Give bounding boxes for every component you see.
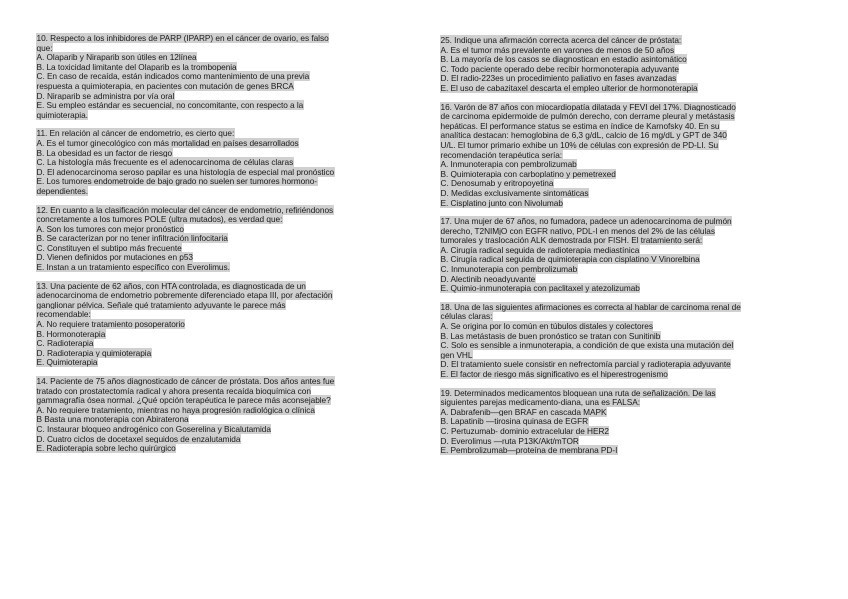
- highlighted-text: E. El factor de riesgo más significativo es el hiperestrogenismo: [440, 369, 668, 379]
- highlighted-text: D. El adenocarcinoma seroso papilar es una histología de especial mal pronóstico: [36, 166, 335, 177]
- highlighted-text: C. Instaurar bloqueo androgénico con Goserelina y Bicalutamida: [36, 423, 271, 434]
- highlighted-text: ganglionar pélvica. Señale qué tratamiento adyuvante le parece más: [36, 299, 286, 310]
- highlighted-text: 13. Una paciente de 62 años, con HTA controlada, es diagnosticada de un: [36, 280, 306, 291]
- question-line: [440, 284, 812, 294]
- highlighted-text: C. La histología más frecuente es el adenocarcinoma de células claras: [36, 157, 294, 168]
- highlighted-text: E. Su empleo estándar es secuencial, no concomitante, con respecto a la: [36, 100, 304, 111]
- highlighted-text: E. Los tumores endometroide de bajo grado no suelen ser tumores hormono-: [36, 176, 318, 187]
- highlighted-text: C. Solo es sensible a inmunoterapia, a condición de que exista una mutación del: [440, 340, 734, 351]
- highlighted-text: respuesta a quimioterapia, en pacientes con mutación de genes BRCA: [36, 80, 294, 91]
- highlighted-text: recomendación terapéutica sería:: [440, 149, 563, 160]
- highlighted-text: A. No requiere tratamiento, mientras no haya progresión radiológica o clínica: [36, 404, 315, 415]
- highlighted-text: hepáticas. El performance status se estima en índice de Karnofsky 40. En su: [440, 120, 720, 131]
- highlighted-text: 10. Respecto a los inhibidores de PARP (IPARP) en el cáncer de ovario, es falso: [36, 33, 329, 43]
- question-line: [36, 34, 408, 44]
- highlighted-text: 12. En cuanto a la clasificación molecular del cáncer de endometrio, refiriéndonos: [36, 204, 334, 215]
- highlighted-text: D. Cuatro ciclos de docetaxel seguidos de enzalutamida: [36, 433, 241, 444]
- highlighted-text: B. Cirugía radical seguida de quimioterapia con cisplatino V Vinorelbina: [440, 254, 700, 265]
- highlighted-text: E. Pembrolizumab—proteína de membrana PD-I: [440, 445, 618, 456]
- question-block: [36, 129, 408, 196]
- question-line: [440, 370, 812, 380]
- highlighted-text: E. Radioterapia sobre lecho quirúrgico: [36, 443, 176, 454]
- question-line: [440, 446, 812, 456]
- highlighted-text: E. El uso de cabazitaxel descarta el empleo ulterior de hormonoterapia: [440, 82, 698, 93]
- question-block: [36, 282, 408, 368]
- highlighted-text: A. No requiere tratamiento posoperatorio: [36, 319, 185, 330]
- highlighted-text: D. El radio-223es un procedimiento paliativo en fases avanzadas: [440, 73, 677, 84]
- highlighted-text: células claras:: [440, 311, 493, 322]
- highlighted-text: que:: [36, 42, 53, 53]
- highlighted-text: C. Constituyen el subtipo más frecuente: [36, 242, 182, 253]
- left-column: [36, 34, 408, 463]
- highlighted-text: D. Niraparib se administra por vía oral: [36, 90, 175, 101]
- question-line: [36, 187, 408, 197]
- question-line: [36, 301, 408, 311]
- question-line: [440, 84, 812, 94]
- highlighted-text: analítica destacan: hemoglobina de 6,3 g/dL, calcio de 16 mg/dL y GPT de 340: [440, 130, 727, 141]
- highlighted-text: concretamente a los tumores POLE (ultra mutados), es verdad que:: [36, 214, 283, 225]
- highlighted-text: A. Cirugía radical seguida de radioterapia mediastínica: [440, 244, 640, 255]
- highlighted-text: D. Radioterapia y quimioterapia: [36, 347, 152, 358]
- highlighted-text: B. Lapatinib —tirosina quinasa de EGFR: [440, 416, 589, 427]
- question-line: [36, 358, 408, 368]
- question-block: [440, 389, 812, 456]
- highlighted-text: A. Es el tumor más prevalente en varones de menos de 50 años: [440, 44, 675, 55]
- highlighted-text: 25. Indique una afirmación correcta acerca del cáncer de próstata:: [440, 35, 682, 45]
- highlighted-text: B. Hormonoterapia: [36, 328, 106, 339]
- highlighted-text: C. Radioterapia: [36, 338, 94, 349]
- highlighted-text: gammagrafía ósea normal. ¿Qué opción terapéutica le parece más aconsejable?: [36, 395, 331, 406]
- question-line: [36, 111, 408, 121]
- highlighted-text: 19. Determinados medicamentos bloquean una ruta de señalización. De las: [440, 387, 716, 398]
- highlighted-text: tratado con prostatectomía radical y ahora presenta recaída bioquímica con: [36, 385, 311, 396]
- highlighted-text: D. El tratamiento suele consistir en nefrectomía parcial y radioterapia adyuvante: [440, 359, 731, 370]
- highlighted-text: quimioterapia.: [36, 109, 88, 120]
- highlighted-text: tumorales y traslocación ALK demostrada por FISH. El tratamiento será:: [440, 235, 703, 246]
- highlighted-text: de carcinoma epidermoide de pulmón derecho, con derrame pleural y metástasis: [440, 111, 735, 122]
- highlighted-text: 18. Una de las siguientes afirmaciones es correcta al hablar de carcinoma renal de: [440, 301, 741, 312]
- highlighted-text: A. Inmunoterapia con pembrolizumab: [440, 159, 577, 170]
- highlighted-text: E. Quimioterapia: [36, 357, 98, 368]
- highlighted-text: 17. Una mujer de 67 años, no fumadora, padece un adenocarcinoma de pulmón: [440, 216, 732, 227]
- highlighted-text: B. Se caracterizan por no tener infiltración linfocitaria: [36, 233, 228, 244]
- question-line: [36, 444, 408, 454]
- highlighted-text: D. Everolimus —ruta P13K/Akt/mTOR: [440, 435, 579, 446]
- right-column: [440, 36, 812, 465]
- highlighted-text: B. Quimioterapia con carboplatino y pemetrexed: [440, 168, 616, 179]
- question-block: [440, 103, 812, 209]
- question-line: [36, 101, 408, 111]
- question-line: [36, 263, 408, 273]
- question-block: [36, 34, 408, 120]
- question-block: [440, 217, 812, 294]
- highlighted-text: siguientes parejas medicamento-diana, una es FALSA:: [440, 397, 640, 408]
- question-block: [36, 206, 408, 273]
- highlighted-text: A. Olaparib y Niraparib son útiles en 12línea: [36, 52, 197, 63]
- highlighted-text: B Basta una monoterapia con Abiraterona: [36, 414, 189, 425]
- highlighted-text: D. Vienen definidos por mutaciones en p53: [36, 252, 193, 263]
- question-line: [36, 177, 408, 187]
- highlighted-text: B. La toxicidad limitante del Olaparib es la trombopenia: [36, 61, 237, 72]
- highlighted-text: dependientes.: [36, 185, 88, 196]
- highlighted-text: 16. Varón de 87 años con miocardiopatía dilatada y FEVI del 17%. Diagnosticado: [440, 101, 736, 112]
- question-line: [440, 341, 812, 351]
- highlighted-text: B. La obesidad es un factor de riesgo: [36, 147, 173, 158]
- highlighted-text: D. Alectinib neoadyuvante: [440, 273, 536, 284]
- highlighted-text: A. Es el tumor ginecológico con más mortalidad en países desarrollados: [36, 137, 299, 148]
- highlighted-text: C. Inmunoterapia con pembrolizumab: [440, 264, 578, 275]
- question-block: [440, 303, 812, 380]
- highlighted-text: C. Pertuzumab- dominio extracelular de HER2: [440, 425, 609, 436]
- highlighted-text: D. Medidas exclusivamente sintomáticas: [440, 187, 589, 198]
- highlighted-text: gen VHL: [440, 349, 473, 360]
- question-block: [440, 36, 812, 94]
- highlighted-text: A. Dabrafenib—gen BRAF en cascada MAPK: [440, 406, 607, 417]
- highlighted-text: C. Denosumab y eritropoyetina: [440, 178, 554, 189]
- highlighted-text: E. Instan a un tratamiento específico con Everolimus.: [36, 262, 230, 273]
- highlighted-text: C. En caso de recaída, están indicados como mantenimiento de una previa: [36, 71, 310, 82]
- highlighted-text: A. Son los tumores con mejor pronóstico: [36, 223, 184, 234]
- highlighted-text: E. Cisplatino junto con Nivolumab: [440, 197, 563, 208]
- question-block: [36, 377, 408, 454]
- highlighted-text: E. Quimio-inmunoterapia con paclitaxel y atezolizumab: [440, 283, 640, 294]
- highlighted-text: B. Las metástasis de buen pronóstico se tratan con Sunitinib: [440, 330, 661, 341]
- question-line: [440, 199, 812, 209]
- highlighted-text: recomendable:: [36, 309, 91, 320]
- highlighted-text: 11. En relación al cáncer de endometrio, es cierto que:: [36, 128, 235, 139]
- highlighted-text: C. Todo paciente operado debe recibir hormonoterapia adyuvante: [440, 63, 679, 74]
- highlighted-text: B. La mayoría de los casos se diagnostican en estadio asintomático: [440, 54, 687, 65]
- highlighted-text: A. Se origina por lo común en túbulos distales y colectores: [440, 321, 653, 332]
- highlighted-text: adenocarcinoma de endometrio pobremente diferenciado etapa III, por afectación: [36, 290, 333, 301]
- highlighted-text: U/L. El tumor primario exhibe un 10% de células con expresión de PD-LI. Su: [440, 139, 719, 150]
- highlighted-text: derecho, T2NIMjO con EGFR nativo, PDL-I en menos del 2% de las células: [440, 225, 715, 236]
- question-line: [440, 303, 812, 313]
- highlighted-text: 14. Paciente de 75 años diagnosticado de cáncer de próstata. Dos años antes fue: [36, 376, 335, 386]
